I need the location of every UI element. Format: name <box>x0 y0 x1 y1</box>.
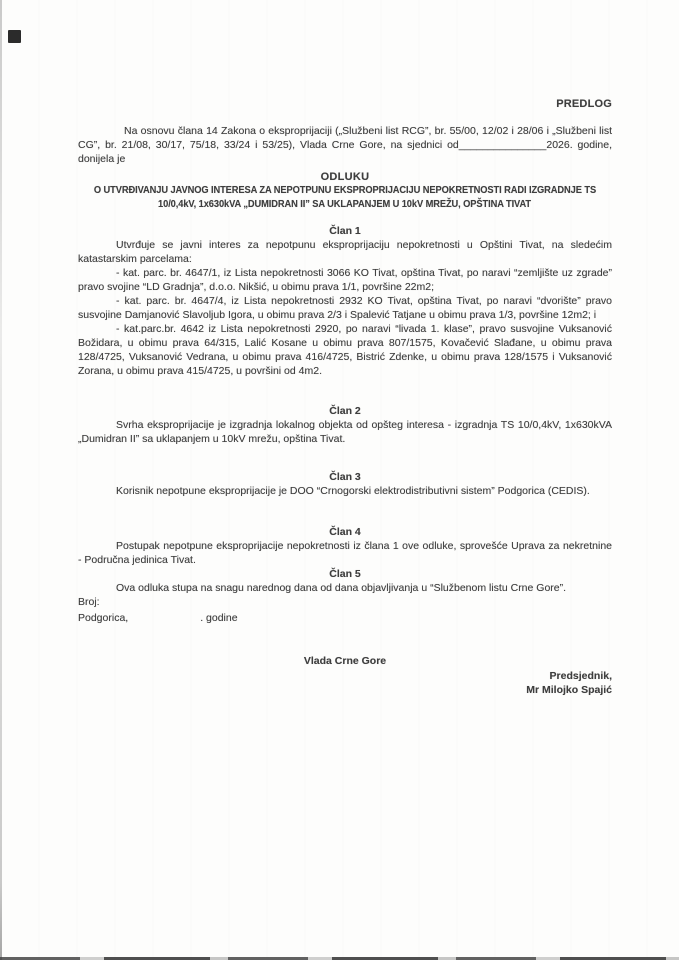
government-name: Vlada Crne Gore <box>303 655 387 667</box>
article-3-heading: Član 3 <box>329 471 361 483</box>
number-label: Broj: <box>78 596 100 608</box>
article-3-paragraph: Korisnik nepotpune eksproprijacije je DOO “Crnogorski elektrodistributivni sistem” Podgorica (CEDIS). <box>116 485 590 497</box>
date-suffix: . godine <box>200 612 238 624</box>
signature-block <box>78 669 612 697</box>
article-1-paragraph: Utvrđuje se javni interes za nepotpunu eksproprijaciju nepokretnosti u Opštini Tivat, na sledećim katastarskim parcelama: <box>78 239 612 265</box>
article-1-parcel-item: - kat.parc.br. 4642 iz Lista nepokretnosti 2920, po naravi “livada 1. klase”, pravo susvojine Vuksanović Božidara, u obimu prava 64/315, Lalić Kosane u obimu prava 807/1575, Kovačević Slađane, u obimu prava 128/4725, Vuksanović Vedrana, u obimu prava 416/4725, Bistrić Zdenke, u obimu prava 128/1575 i Vuksanović Zorana, u obimu prava 415/4725, u površini od 4m2. <box>78 323 612 377</box>
preamble-paragraph: Na osnovu člana 14 Zakona o eksproprijaciji („Službeni list RCG”, br. 55/00, 12/02 i 28/06 i „Službeni list CG”, br. 21/08, 30/17, 75/18, 33/24 i 53/25), Vlada Crne Gore, na sjednici od_______________2026. godine, donijela je <box>78 125 612 165</box>
scan-corner-mark <box>8 30 21 43</box>
article-2-paragraph: Svrha eksproprijacije je izgradnja lokalnog objekta od opšteg interesa - izgradnja TS 10/0,4kV, 1x630kVA „Dumidran II” sa uklapanjem u 10kV mrežu, opština Tivat. <box>78 419 612 445</box>
subject-title-line-2: 10/0,4kV, 1x630kVA „DUMIDRAN II” SA UKLAPANJEM U 10kV MREŽU, OPŠTINA TIVAT <box>158 199 532 210</box>
scan-left-edge-line <box>0 0 2 960</box>
article-2-heading: Član 2 <box>329 405 361 417</box>
place-label: Podgorica, <box>78 612 129 624</box>
subject-title <box>78 184 612 198</box>
article-5-paragraph: Ova odluka stupa na snagu narednog dana od dana objavljivanja u “Službenom listu Crne Gore”. <box>116 582 567 594</box>
subject-title <box>78 198 612 212</box>
place-date-line <box>78 611 612 625</box>
document-label: PREDLOG <box>556 98 612 110</box>
article-1-parcel-item: - kat. parc. br. 4647/1, iz Lista nepokretnosti 3066 KO Tivat, opština Tivat, po naravi “zemljište uz zgrade” pravo svojine “LD Gradnja”, d.o.o. Nikšić, u obimu prava 1/1, površine 22m2; <box>78 267 612 293</box>
signatory-title: Predsjednik, <box>549 670 612 682</box>
article-4-heading: Član 4 <box>329 526 361 538</box>
document-content <box>78 97 612 697</box>
signatory-name: Mr Milojko Spajić <box>526 684 612 696</box>
article-1-parcel-item: - kat. parc. br. 4647/4, iz Lista nepokretnosti 2932 KO Tivat, opština Tivat, po naravi “dvorište” pravo susvojine Damjanović Slavoljub Igora, u obimu prava 2/3 i Spalević Tatjane u obimu prava 1/3, površine 12m2; i <box>78 295 612 321</box>
subject-title-line-1: O UTVRĐIVANJU JAVNOG INTERESA ZA NEPOTPUNU EKSPROPRIJACIJU NEPOKRETNOSTI RADI IZGRADNJE TS <box>93 185 597 196</box>
article-1-heading: Član 1 <box>329 225 361 237</box>
article-4-paragraph: Postupak nepotpune eksproprijacije nepokretnosti iz člana 1 ove odluke, sprovešće Uprava za nekretnine - Područna jedinica Tivat. <box>78 540 612 566</box>
decision-title: ODLUKU <box>320 171 370 183</box>
article-5-heading: Član 5 <box>329 568 361 580</box>
